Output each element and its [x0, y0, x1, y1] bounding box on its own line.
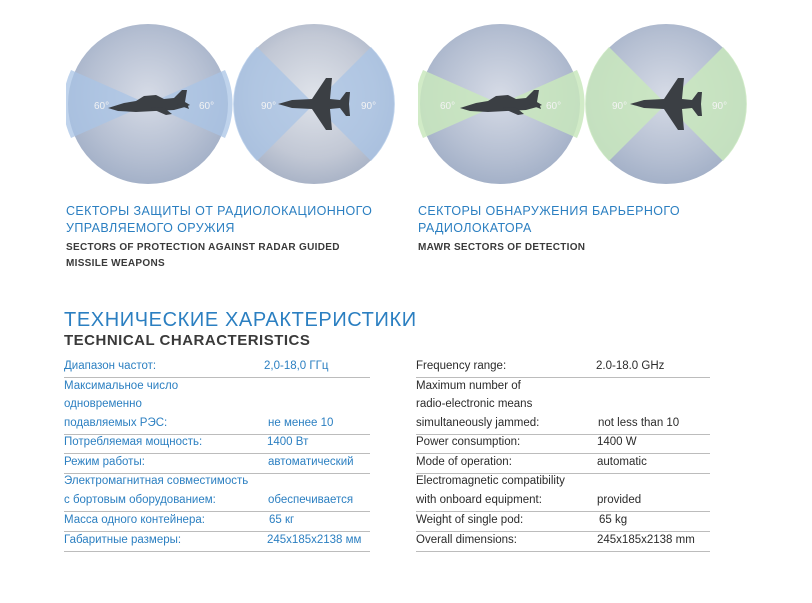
spec-row	[416, 474, 710, 512]
spec-label	[64, 472, 248, 509]
top-left-angle: 90°	[612, 101, 628, 112]
spec-label: Overall dimensions:	[416, 533, 517, 546]
spec-row	[416, 378, 710, 435]
spec-value: provided	[597, 493, 642, 506]
spec-row	[64, 474, 370, 512]
protection-sectors-diagram	[66, 18, 406, 198]
spec-value: not less than 10	[598, 416, 680, 429]
spec-row	[416, 454, 710, 474]
spec-label: Frequency range:	[416, 359, 507, 372]
spec-label-line: Electromagnetic compatibility	[416, 475, 565, 487]
spec-label: Power consumption:	[416, 435, 521, 448]
spec-label: Габаритные размеры:	[64, 533, 182, 546]
section-title-ru: ТЕХНИЧЕСКИЕ ХАРАКТЕРИСТИКИ	[64, 309, 417, 331]
spec-value: automatic	[597, 455, 647, 468]
spec-value: обеспечивается	[268, 493, 354, 506]
spec-value: 65 kg	[599, 513, 628, 526]
side-right-angle: 60°	[199, 101, 215, 112]
spec-row	[416, 435, 710, 454]
spec-label-line: Maximum number of	[416, 379, 521, 392]
top-right-angle: 90°	[712, 101, 728, 112]
protection-sectors-svg	[66, 18, 406, 198]
top-right-angle: 90°	[361, 101, 377, 112]
spec-table-en	[416, 359, 710, 552]
protection-caption-ru	[66, 203, 372, 237]
spec-label	[416, 472, 565, 509]
spec-value: 1400 W	[597, 435, 637, 448]
spec-value: 65 кг	[269, 513, 295, 526]
spec-label	[64, 377, 178, 433]
side-left-angle: 60°	[94, 101, 110, 112]
spec-row	[416, 532, 710, 552]
spec-row	[64, 378, 370, 435]
detection-sectors-diagram	[418, 18, 758, 198]
protection-caption-en	[66, 240, 340, 272]
spec-row	[64, 359, 370, 378]
caption-line: РАДИОЛОКАТОРА	[418, 221, 532, 235]
spec-label-line: с бортовым оборудованием:	[64, 493, 216, 506]
spec-label-line: Электромагнитная совместимость	[64, 475, 249, 487]
spec-row	[64, 532, 370, 552]
spec-row	[64, 512, 370, 532]
spec-row	[64, 454, 370, 474]
detection-sectors-svg	[418, 18, 758, 198]
caption-line: MISSILE WEAPONS	[66, 258, 165, 269]
caption-line: MAWR SECTORS OF DETECTION	[418, 242, 586, 253]
spec-label-line: simultaneously jammed:	[416, 416, 540, 429]
spec-label: Диапазон частот:	[64, 359, 157, 372]
spec-label: Mode of operation:	[416, 455, 512, 468]
caption-line: СЕКТОРЫ ЗАЩИТЫ ОТ РАДИОЛОКАЦИОННОГО	[66, 204, 373, 218]
spec-label: Weight of single pod:	[416, 513, 524, 526]
spec-row	[64, 435, 370, 454]
spec-label: Масса одного контейнера:	[64, 513, 205, 526]
spec-label-line: Максимальное число	[64, 379, 179, 392]
spec-label-line: одновременно	[64, 398, 142, 410]
spec-value: 245x185x2138 mm	[597, 533, 695, 546]
spec-label-line: подавляемых РЭС:	[64, 416, 168, 429]
spec-value: 1400 Вт	[267, 435, 309, 448]
spec-value: 245x185x2138 мм	[267, 533, 362, 546]
spec-label: Потребляемая мощность:	[64, 435, 203, 448]
caption-line: СЕКТОРЫ ОБНАРУЖЕНИЯ БАРЬЕРНОГО	[418, 204, 681, 218]
spec-value: 2.0-18.0 GHz	[596, 359, 665, 372]
caption-line: SECTORS OF PROTECTION AGAINST RADAR GUIDED	[66, 242, 340, 253]
top-left-angle: 90°	[261, 101, 277, 112]
section-title-en: TECHNICAL CHARACTERISTICS	[64, 332, 311, 349]
caption-line: УПРАВЛЯЕМОГО ОРУЖИЯ	[66, 221, 235, 235]
spec-value: 2,0-18,0 ГГц	[264, 359, 329, 372]
spec-label	[416, 377, 539, 433]
spec-row	[416, 359, 710, 378]
spec-label-line: radio-electronic means	[416, 398, 533, 410]
spec-label: Режим работы:	[64, 455, 145, 468]
spec-row	[416, 512, 710, 532]
side-left-angle: 60°	[440, 101, 456, 112]
side-right-angle: 60°	[546, 101, 562, 112]
detection-caption-ru	[418, 203, 680, 237]
spec-value: не менее 10	[268, 416, 334, 429]
spec-value: автоматический	[268, 455, 354, 468]
detection-caption-en	[418, 240, 585, 256]
spec-label-line: with onboard equipment:	[416, 493, 542, 506]
spec-table-ru	[64, 359, 370, 552]
